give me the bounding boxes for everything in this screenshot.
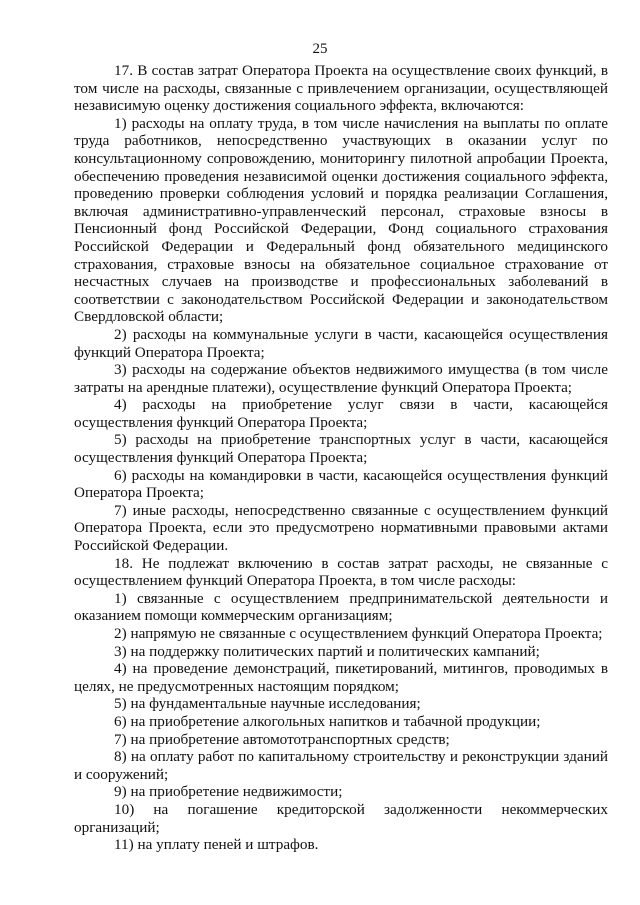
list-item: 8) на оплату работ по капитальному строительству и реконструкции зданий и сооружений; [74,748,608,783]
document-body [74,62,608,854]
list-item: 1) расходы на оплату труда, в том числе начисления на выплаты по оплате труда работников, непосредственно участвующих в оказании услуг по консультационному сопровождению, мониторингу пилотной апробации Проекта, обеспечению проведения независимой оценки достижения социального эффекта, проведению проверки соблюдения условий и порядка реализации Соглашения, включая административно-управленческий персонал, страховые взносы в Пенсионный фонд Российской Федерации, Фонд социального страхования Российской Федерации и Федеральный фонд обязательного медицинского страхования, страховые взносы на обязательное социальное страхование от несчастных случаев на производстве и профессиональных заболеваний в соответствии с законодательством Российской Федерации и законодательством Свердловской области; [74,114,608,326]
list-item: 2) напрямую не связанные с осуществлением функций Оператора Проекта; [114,625,603,642]
list-item: 9) на приобретение недвижимости; [114,783,343,801]
list-item: 4) расходы на приобретение услуг связи в части, касающейся осуществления функций Оператора Проекта; [74,396,608,431]
list-item: 3) на поддержку политических партий и политических кампаний; [114,642,540,660]
list-item: 10) на погашение кредиторской задолженности некоммерческих организаций; [74,800,608,836]
list-item: 5) на фундаментальные научные исследования; [114,695,421,713]
page-number: 25 [312,41,328,57]
list-item: 6) на приобретение алкогольных напитков и табачной продукции; [114,712,541,730]
list-item: 4) на проведение демонстраций, пикетирований, митингов, проводимых в целях, не предусмотренных настоящим порядком; [74,660,608,695]
list-item: 6) расходы на командировки в части, касающейся осуществления функций Оператора Проекта; [74,466,608,502]
list-item: 7) иные расходы, непосредственно связанные с осуществлением функций Оператора Проекта, если это предусмотрено нормативными правовыми актами Российской Федерации. [74,501,608,555]
list-item: 7) на приобретение автомототранспортных средств; [114,730,450,748]
list-item: 1) связанные с осуществлением предпринимательской деятельности и оказанием помощи коммерческим организациям; [74,589,608,625]
list-item: 3) расходы на содержание объектов недвижимого имущества (в том числе затраты на арендные платежи), осуществление функций Оператора Проекта; [74,361,608,396]
paragraph-17: 17. В состав затрат Оператора Проекта на осуществление своих функций, в том числе на расходы, связанные с привлечением организации, осуществляющей независимую оценку достижения социального эффекта, включаются: [74,62,608,115]
list-item: 11) на уплату пеней и штрафов. [114,836,319,854]
list-item: 5) расходы на приобретение транспортных услуг в части, касающейся осуществления функций Оператора Проекта; [74,431,608,467]
list-item: 2) расходы на коммунальные услуги в части, касающейся осуществления функций Оператора Проекта; [74,325,608,361]
paragraph-18: 18. Не подлежат включению в состав затрат расходы, не связанные с осуществлением функций Оператора Проекта, в том числе расходы: [74,554,608,590]
